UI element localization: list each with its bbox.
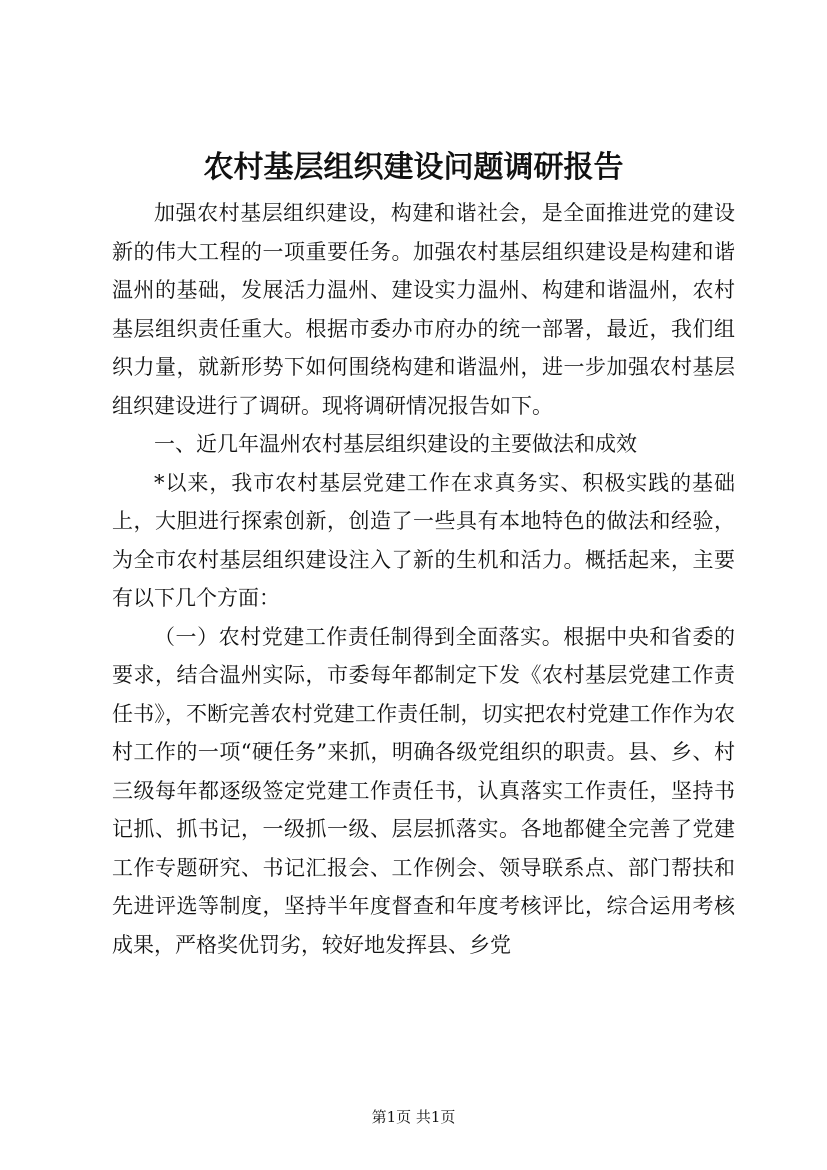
paragraph-subsection-1: （一）农村党建工作责任制得到全面落实。根据中央和省委的要求，结合温州实际，市委每年都制定下发《农村基层党建工作责任书》，不断完善农村党建工作责任制，切实把农村党建工作作为农村工作的一项“硬任务”来抓，明确各级党组织的职责。县、乡、村三级每年都逐级签定党建工作责任书，认真落实工作责任，坚持书记抓、抓书记，一级抓一级、层层抓落实。各地都健全完善了党建工作专题研究、书记汇报会、工作例会、领导联系点、部门帮扶和先进评选等制度，坚持半年度督查和年度考核评比，综合运用考核成果，严格奖优罚劣，较好地发挥县、乡党 xyxy=(112,624,735,957)
document-body xyxy=(112,194,735,964)
paragraph-overview: *以来，我市农村基层党建工作在求真务实、积极实践的基础上，大胆进行探索创新，创造了一些具有本地特色的做法和经验，为全市农村基层组织建设注入了新的生机和活力。概括起来，主要有以下几个方面： xyxy=(112,470,735,610)
document-title: 农村基层组织建设问题调研报告 xyxy=(203,150,624,185)
page-footer: 第1页 共1页 xyxy=(371,1108,456,1126)
section-heading-1: 一、近几年温州农村基层组织建设的主要做法和成效 xyxy=(154,432,637,456)
paragraph-intro: 加强农村基层组织建设，构建和谐社会，是全面推进党的建设新的伟大工程的一项重要任务。加强农村基层组织建设是构建和谐温州的基础，发展活力温州、建设实力温州、构建和谐温州，农村基层组织责任重大。根据市委办市府办的统一部署，最近，我们组织力量，就新形势下如何围绕构建和谐温州，进一步加强农村基层组织建设进行了调研。现将调研情况报告如下。 xyxy=(112,201,735,418)
